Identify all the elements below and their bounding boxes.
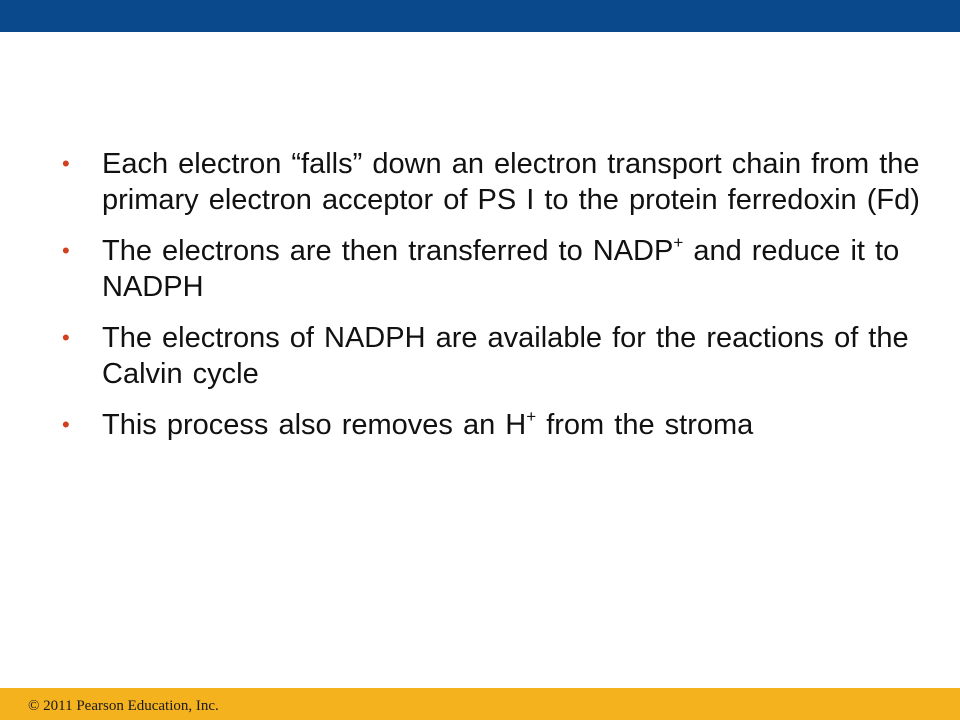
footer-bar [0, 688, 960, 720]
bullet-text [102, 235, 899, 303]
bullet-marker: • [62, 412, 70, 437]
bullet-text [102, 409, 753, 441]
header-bar [0, 0, 960, 32]
bullet-text: The electrons of NADPH are available for the reactions of the Calvin cycle [102, 322, 909, 390]
superscript-plus: + [526, 407, 537, 426]
bullet-marker: • [62, 238, 70, 263]
bullet-marker: • [62, 325, 70, 350]
bullet-text-part: from the stroma [536, 409, 754, 441]
superscript-plus: + [673, 233, 684, 252]
bullet-item [62, 146, 922, 218]
bullet-marker: • [62, 151, 70, 176]
bullet-text-part: This process also removes an H [102, 409, 527, 441]
bullet-text-part: The electrons are then transferred to NADP [102, 235, 674, 267]
bullet-text: Each electron “falls” down an electron transport chain from the primary electron acceptor of PS I to the protein ferredoxin (Fd) [102, 148, 920, 216]
bullet-text-part: and reduce it to NADPH [102, 235, 900, 303]
bullet-item [62, 407, 922, 443]
bullet-item [62, 320, 922, 392]
bullet-item [62, 233, 922, 305]
bullet-list [62, 146, 922, 458]
copyright-notice: © 2011 Pearson Education, Inc. [28, 698, 219, 714]
